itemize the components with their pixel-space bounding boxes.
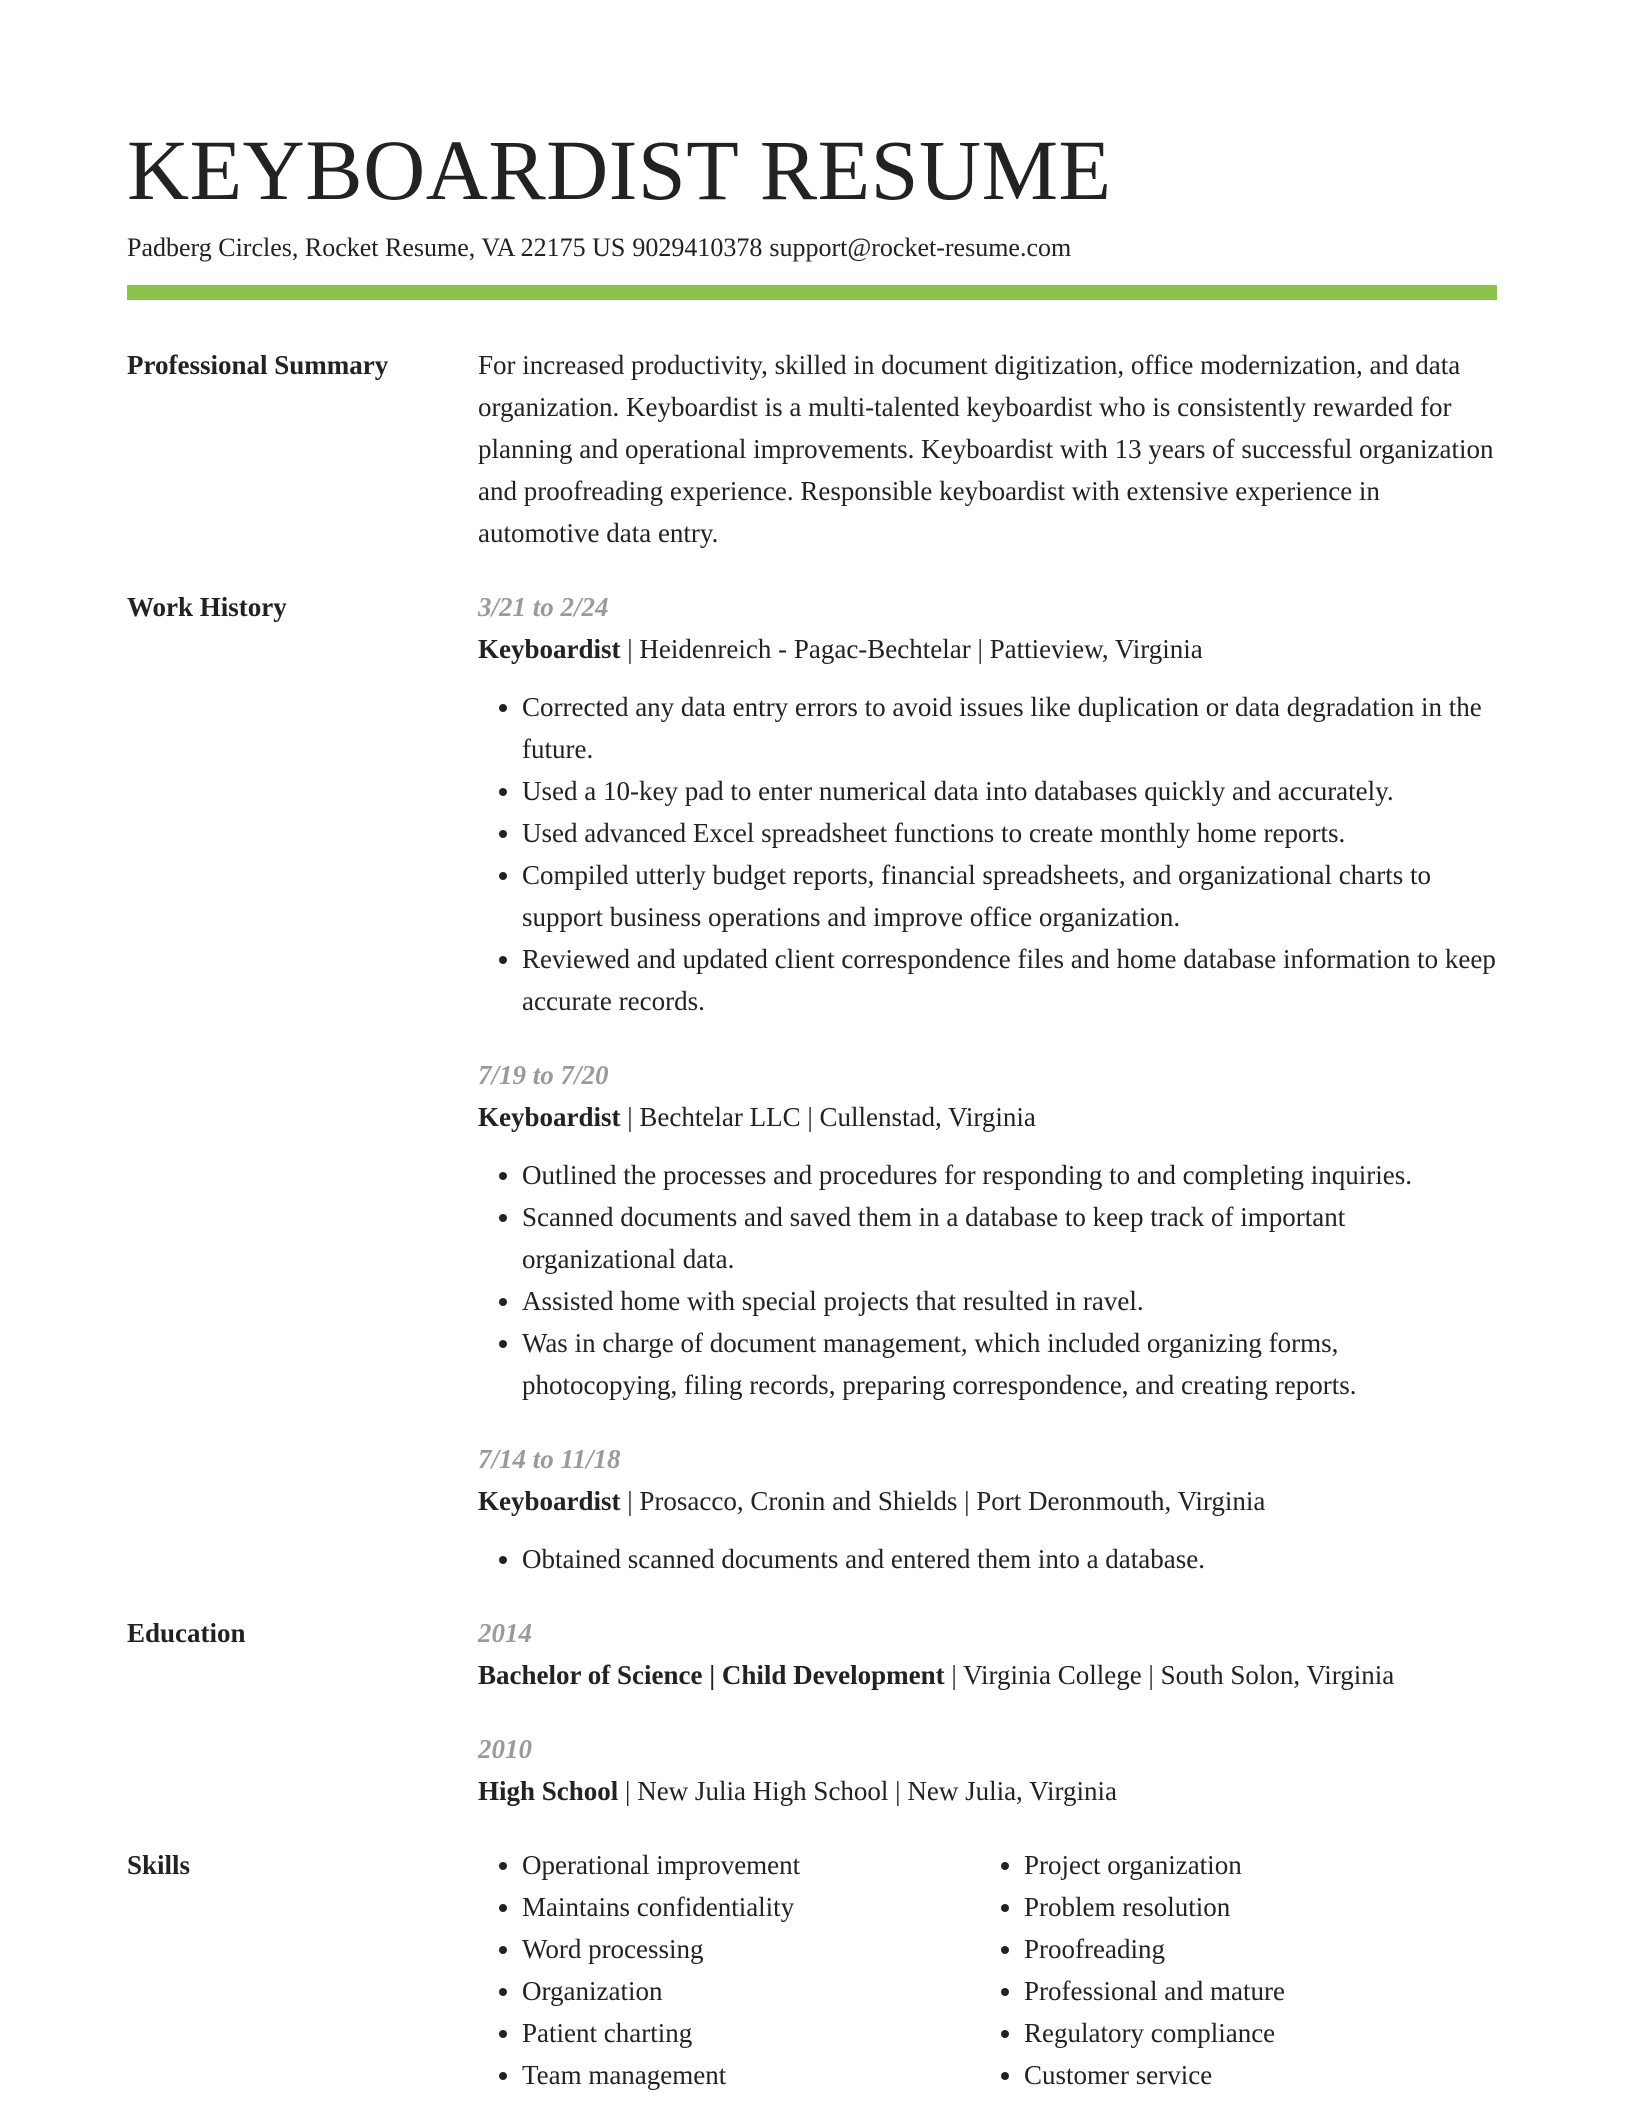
education-section xyxy=(127,1612,1497,1844)
resume-sections xyxy=(127,344,1497,2096)
job-details: | Bechtelar LLC | Cullenstad, Virginia xyxy=(620,1102,1036,1132)
education-entry xyxy=(478,1612,1497,1696)
list-item: • Reviewed and updated client correspondence files and home database information to keep accurate records. xyxy=(522,938,1497,1022)
contact-email: support@rocket-resume.com xyxy=(769,233,1072,262)
education-details: | New Julia High School | New Julia, Virginia xyxy=(618,1776,1117,1806)
skill-item: • Operational improvement xyxy=(522,1844,980,1886)
summary-body xyxy=(478,344,1497,554)
work-history-body xyxy=(478,586,1497,1612)
job-bullets xyxy=(478,686,1497,1022)
job-details: | Heidenreich - Pagac-Bechtelar | Pattieview, Virginia xyxy=(620,634,1203,664)
list-item: • Assisted home with special projects that resulted in ravel. xyxy=(522,1280,1497,1322)
education-year: 2014 xyxy=(478,1618,532,1648)
summary-text: For increased productivity, skilled in document digitization, office modernization, and data organization. Keyboardist is a multi-talented keyboardist who is consistently rewarded for planning and operational improvements. Keyboardist with 13 years of successful organization and proofreading experience. Responsible keyboardist with extensive experience in automotive data entry. xyxy=(478,350,1494,548)
skill-item: • Word processing xyxy=(522,1928,980,1970)
job-entry xyxy=(478,1438,1497,1580)
section-label-skills: Skills xyxy=(127,1850,191,1880)
work-history-section xyxy=(127,586,1497,1612)
education-heading xyxy=(478,1770,1497,1812)
skill-item: • Regulatory compliance xyxy=(1024,2012,1482,2054)
skill-item: • Problem resolution xyxy=(1024,1886,1482,1928)
section-label-summary: Professional Summary xyxy=(127,350,389,380)
education-degree: High School xyxy=(478,1776,619,1806)
job-heading xyxy=(478,1480,1497,1522)
education-year: 2010 xyxy=(478,1734,532,1764)
education-body xyxy=(478,1612,1497,1844)
skill-item: • Organization xyxy=(522,1970,980,2012)
section-label-work-history: Work History xyxy=(127,592,287,622)
list-item: • Compiled utterly budget reports, financial spreadsheets, and organizational charts to support business operations and improve office organization. xyxy=(522,854,1497,938)
skills-grid xyxy=(478,1844,1497,2096)
job-heading xyxy=(478,628,1497,670)
skill-item: • Project organization xyxy=(1024,1844,1482,1886)
job-entry xyxy=(478,1054,1497,1406)
job-entry xyxy=(478,586,1497,1022)
skills-section xyxy=(127,1844,1497,2096)
list-item: • Obtained scanned documents and entered them into a database. xyxy=(522,1538,1497,1580)
skills-column-left xyxy=(478,1844,980,2096)
job-dates: 7/19 to 7/20 xyxy=(478,1060,609,1090)
education-degree: Bachelor of Science | Child Development xyxy=(478,1660,945,1690)
skill-item: • Patient charting xyxy=(522,2012,980,2054)
job-title: Keyboardist xyxy=(478,1486,621,1516)
list-item: • Used a 10-key pad to enter numerical data into databases quickly and accurately. xyxy=(522,770,1497,812)
resume-title: KEYBOARDIST RESUME xyxy=(127,122,1112,218)
job-bullets xyxy=(478,1154,1497,1406)
job-dates: 7/14 to 11/18 xyxy=(478,1444,621,1474)
job-title: Keyboardist xyxy=(478,634,621,664)
education-details: | Virginia College | South Solon, Virginia xyxy=(944,1660,1395,1690)
skill-item: • Team management xyxy=(522,2054,980,2096)
skill-item: • Customer service xyxy=(1024,2054,1482,2096)
skills-body xyxy=(478,1844,1497,2096)
list-item: • Corrected any data entry errors to avoid issues like duplication or data degradation in the future. xyxy=(522,686,1497,770)
job-heading xyxy=(478,1096,1497,1138)
education-entry xyxy=(478,1728,1497,1812)
skill-item: • Maintains confidentiality xyxy=(522,1886,980,1928)
skill-item: • Proofreading xyxy=(1024,1928,1482,1970)
job-bullets xyxy=(478,1538,1497,1580)
contact-line xyxy=(127,230,1071,266)
header-divider xyxy=(127,285,1497,300)
list-item: • Was in charge of document management, which included organizing forms, photocopying, filing records, preparing correspondence, and creating reports. xyxy=(522,1322,1497,1406)
education-heading xyxy=(478,1654,1497,1696)
job-details: | Prosacco, Cronin and Shields | Port Deronmouth, Virginia xyxy=(620,1486,1266,1516)
summary-section xyxy=(127,344,1497,554)
job-dates: 3/21 to 2/24 xyxy=(478,592,609,622)
contact-address: Padberg Circles, Rocket Resume, VA 22175 US xyxy=(127,233,626,262)
list-item: • Scanned documents and saved them in a database to keep track of important organizational data. xyxy=(522,1196,1497,1280)
list-item: • Used advanced Excel spreadsheet functions to create monthly home reports. xyxy=(522,812,1497,854)
skill-item: • Professional and mature xyxy=(1024,1970,1482,2012)
skills-column-right xyxy=(980,1844,1482,2096)
job-title: Keyboardist xyxy=(478,1102,621,1132)
list-item: • Outlined the processes and procedures for responding to and completing inquiries. xyxy=(522,1154,1497,1196)
section-label-education: Education xyxy=(127,1618,246,1648)
contact-phone: 9029410378 xyxy=(632,233,763,262)
